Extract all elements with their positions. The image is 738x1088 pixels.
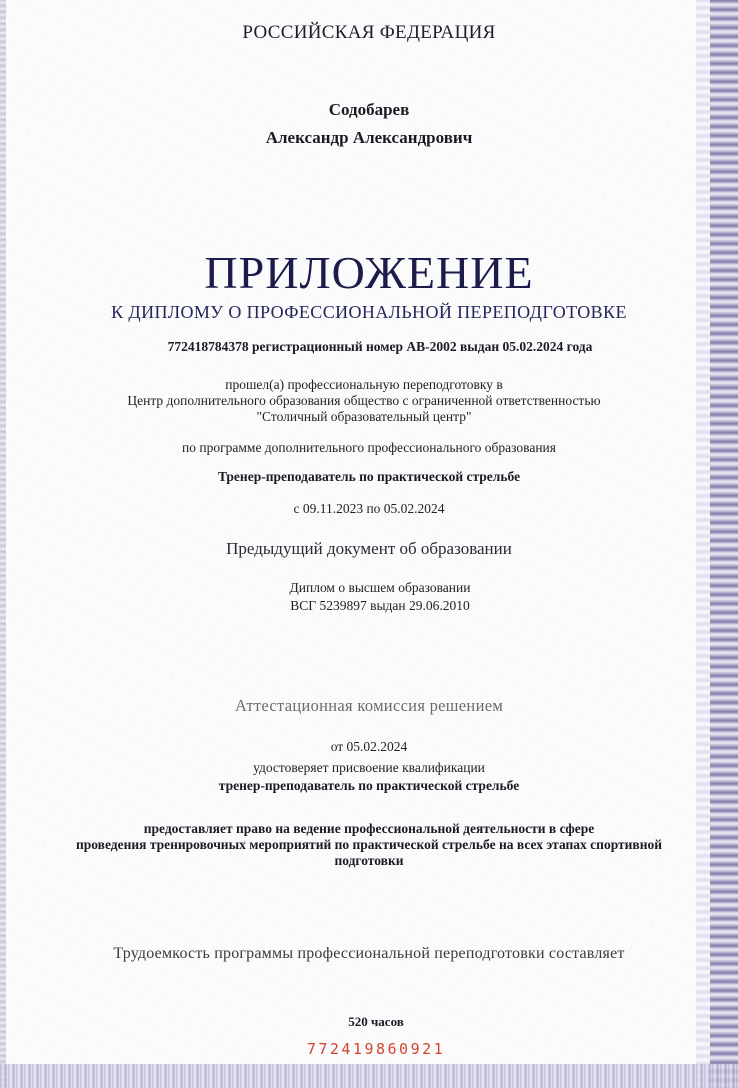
- holder-given-names: Александр Александрович: [265, 128, 473, 147]
- document-subtitle: К ДИПЛОМУ О ПРОФЕССИОНАЛЬНОЙ ПЕРЕПОДГОТОВКЕ: [111, 302, 627, 322]
- by-program-label: по программе дополнительного профессионального образования: [182, 440, 556, 455]
- training-institution: [0, 377, 738, 425]
- qualification-name: тренер-преподаватель по практической стрельбе: [218, 778, 520, 793]
- holder-name: [0, 96, 738, 152]
- attestation-heading: Аттестационная комиссия решением: [234, 696, 504, 715]
- previous-education-heading: Предыдущий документ об образовании: [226, 539, 512, 558]
- passed-line-1: прошел(а) профессиональную переподготовку в: [225, 377, 503, 392]
- rights-text: [0, 821, 738, 869]
- previous-education-document: [0, 579, 738, 615]
- previous-doc-number: ВСГ 5239897 выдан 29.06.2010: [290, 598, 470, 613]
- passed-line-3: "Столичный образовательный центр": [256, 409, 472, 424]
- rights-line-3: подготовки: [334, 853, 404, 868]
- attestation-confirms: удостоверяет присвоение квалификации: [253, 760, 485, 775]
- workload-heading: Трудоемкость программы профессиональной переподготовки составляет: [113, 945, 625, 962]
- document-title: ПРИЛОЖЕНИЕ: [204, 247, 534, 298]
- serial-number: 772419860921: [306, 1040, 446, 1058]
- training-period: с 09.11.2023 по 05.02.2024: [293, 501, 445, 516]
- program-name: Тренер-преподаватель по практической стрельбе: [217, 469, 521, 484]
- country-header: РОССИЙСКАЯ ФЕДЕРАЦИЯ: [242, 22, 496, 43]
- attestation-date: от 05.02.2024: [330, 739, 408, 754]
- security-border-bottom: [0, 1064, 738, 1088]
- workload-hours: 520 часов: [348, 1014, 404, 1029]
- rights-line-2: проведения тренировочных мероприятий по практической стрельбе на всех этапах спортивной: [75, 837, 663, 852]
- holder-surname: Содобарев: [328, 100, 410, 119]
- previous-doc-type: Диплом о высшем образовании: [289, 580, 471, 595]
- rights-line-1: предоставляет право на ведение профессиональной деятельности в сфере: [143, 821, 595, 836]
- registration-line: 772418784378 регистрационный номер АВ-2002 выдан 05.02.2024 года: [167, 339, 593, 354]
- passed-line-2: Центр дополнительного образования общество с ограниченной ответственностью: [127, 393, 601, 408]
